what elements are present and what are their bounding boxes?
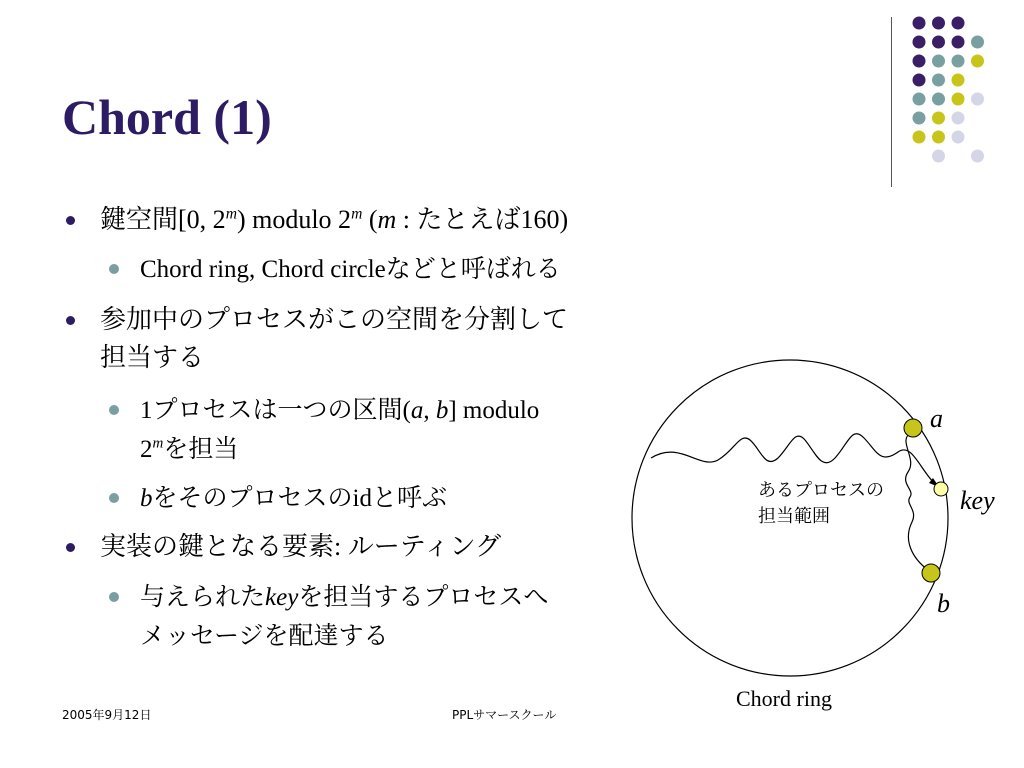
key-label: key	[960, 486, 995, 515]
bullet-text: を担当	[163, 434, 239, 463]
bullet-text: ) modulo 2	[236, 205, 352, 234]
bullet-text: b	[140, 485, 153, 512]
superscript: m	[225, 205, 237, 223]
bullet-text: 与えられた	[140, 582, 266, 611]
footer-center: PPLサマースクール	[452, 708, 557, 722]
range-label: あるプロセスの担当範囲	[758, 480, 884, 527]
range-brace	[906, 432, 928, 570]
bullet-text: 2	[140, 436, 153, 463]
bullet-text: (	[362, 205, 378, 234]
node-a	[904, 419, 922, 437]
ring-label: Chord ring	[736, 686, 832, 711]
bullet-text: メッセージを配達する	[140, 621, 389, 650]
footer-date: 2005年9月12日	[62, 708, 152, 722]
bullet-text: (	[402, 397, 411, 424]
bullet-text: 1	[140, 397, 153, 424]
key-node	[934, 482, 948, 496]
superscript: m	[152, 435, 164, 452]
bullet-text: ,	[423, 397, 436, 424]
bullet-text: :	[334, 532, 348, 561]
bullet-text: をそのプロセスの	[152, 483, 353, 512]
bullet-text: Chord ring, Chord circle	[140, 256, 386, 283]
bullet-text: [0, 2	[178, 205, 226, 234]
bullet-text: ] modulo	[448, 397, 540, 424]
bullet-text: 担当する	[100, 343, 205, 373]
bullet-text: を担当するプロセスへ	[298, 582, 549, 611]
bullet-text: たとえば	[416, 205, 521, 235]
bullet-text: と呼ぶ	[371, 483, 447, 512]
node-a-label: a	[930, 404, 943, 433]
bullet-text: 160)	[520, 205, 569, 234]
bullet-text: プロセスは一つの区間	[152, 395, 403, 424]
bullet-text: key	[265, 584, 299, 611]
node-b	[922, 564, 940, 582]
bullet-text: ルーティング	[347, 532, 502, 562]
superscript: m	[351, 205, 363, 223]
bullet-text: 実装の鍵となる要素	[100, 532, 335, 562]
bullet-text: 参加中のプロセスがこの空間を分割して	[100, 305, 569, 335]
bullet-text: などと呼ばれる	[385, 254, 561, 283]
node-b-label: b	[937, 589, 950, 618]
bullet-text: :	[396, 205, 417, 234]
bullet-text: m	[377, 205, 397, 234]
bullet-text: 鍵空間	[100, 205, 179, 235]
bullet-text: id	[352, 485, 372, 512]
slide-title: Chord (1)	[62, 89, 272, 145]
bullet-text: b	[435, 397, 449, 424]
bullet-text: a	[410, 397, 424, 424]
